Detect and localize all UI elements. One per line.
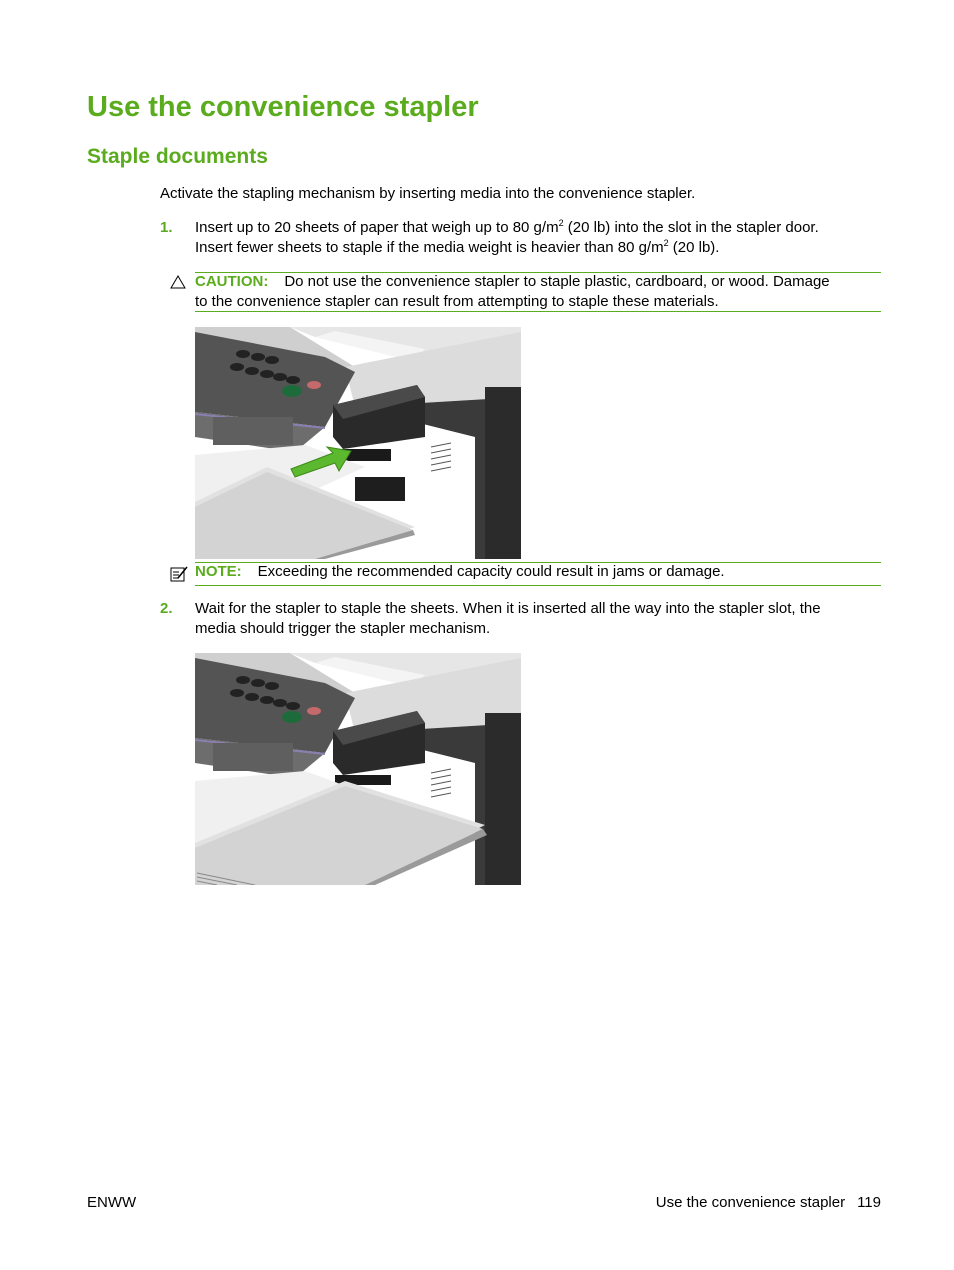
note-label: NOTE: — [195, 563, 242, 580]
step-2-text — [195, 599, 821, 639]
footer-right — [656, 1194, 881, 1211]
step-1-number: 1. — [160, 219, 173, 236]
stapler-insert-illustration — [195, 327, 521, 559]
step-2-line-1: Wait for the stapler to staple the sheets. When it is inserted all the way into the stapler slot, the — [195, 600, 821, 617]
step-1-line-1: Insert up to 20 sheets of paper that weigh up to 80 $g/m^2$ (20 lb) into the slot in the stapler door. — [195, 218, 819, 236]
caution-icon — [170, 275, 186, 294]
step-2-line-2: media should trigger the stapler mechanism. — [195, 620, 491, 637]
note-icon — [170, 566, 188, 587]
caution-text: CAUTION: Do not use the convenience stapler to staple plastic, cardboard, or wood. Damage to the convenience stapler can result from attempting to staple these materials. — [195, 273, 830, 310]
stapler-stapling-illustration — [195, 653, 521, 885]
note-bottom-rule — [195, 585, 881, 586]
intro-paragraph: Activate the stapling mechanism by inserting media into the convenience stapler. — [160, 185, 696, 202]
step-1-text — [195, 218, 819, 258]
footer-section-title: Use the convenience stapler — [655, 1194, 846, 1211]
section-heading: Staple documents — [87, 145, 268, 168]
page-number: 119 — [857, 1194, 881, 1211]
caution-label: CAUTION: — [195, 273, 269, 290]
page-title: Use the convenience stapler — [87, 91, 479, 123]
caution-bottom-rule — [195, 311, 881, 312]
note-text: NOTE: Exceeding the recommended capacity could result in jams or damage. — [195, 563, 725, 580]
step-2-number: 2. — [160, 600, 173, 617]
footer-left: ENWW — [87, 1194, 137, 1211]
step-1-line-2: Insert fewer sheets to staple if the media weight is heavier than 80 $g/m^2$ (20 lb). — [195, 238, 720, 256]
